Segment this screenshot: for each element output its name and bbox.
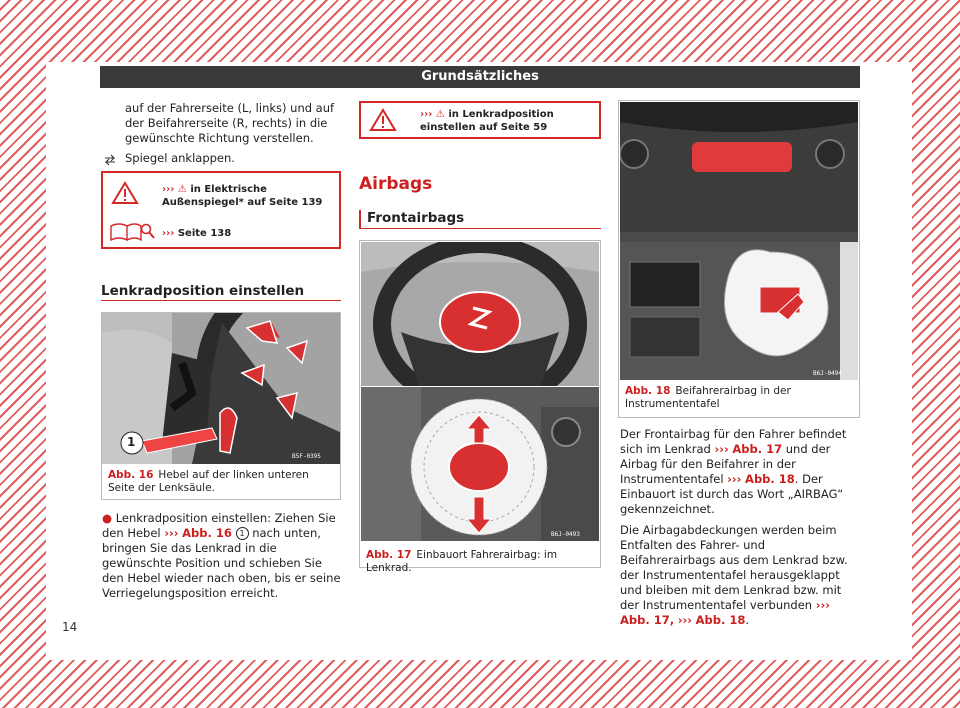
warning-box-1: [101, 171, 341, 249]
figure-18: [618, 100, 860, 418]
col3-body: [620, 427, 860, 634]
warning-triangle-icon: [369, 108, 397, 136]
warning-triangle-icon: [111, 181, 139, 209]
section-rule: [101, 300, 341, 301]
body-paragraph-1: Der Frontairbag für den Fahrer befindet sich im Lenkrad ››› Abb. 17 und der Airbag für den Beifahrer in der Instrumententafel ››› Abb. 18. Der Einbauort ist durch das Wort „AIRBAG“ gekennzeichnet.: [620, 427, 847, 516]
figure-16: [101, 312, 341, 500]
fig18-code: B6J-0494: [813, 370, 842, 377]
ref-abb16[interactable]: Abb. 16: [182, 526, 232, 540]
callout-1: 1: [127, 435, 136, 449]
subtitle-accent: [359, 210, 361, 228]
fig17-caption: Abb. 17 Einbauort Fahrerairbag: im Lenkrad.: [366, 549, 558, 574]
fig16-caption: Abb. 16 Hebel auf der linken unteren Seite der Lenksäule.: [108, 469, 309, 494]
col1-body: ● Lenkradposition einstellen: Ziehen Sie den Hebel ››› Abb. 16 1 nach unten, bringen Sie das Lenkrad in die gewünschte Position und schieben Sie den Hebel wieder nach oben, bis er seine Verriegelungsposition erreicht.: [102, 511, 341, 600]
section-title-lenkrad: Lenkradposition einstellen: [101, 283, 305, 299]
airbag-diagram-image: [361, 387, 599, 541]
book-ref[interactable]: ››› Seite 138: [162, 228, 232, 239]
warning-ref-2[interactable]: ››› ⚠ in Lenkradposition einstellen auf Seite 59: [420, 109, 554, 133]
steering-lever-image: [102, 313, 340, 464]
step-arrow-icon: [103, 151, 117, 170]
subtitle-rule: [359, 228, 601, 229]
airbags-title: Airbags: [359, 174, 433, 194]
page-header: Grundsätzliches: [100, 66, 860, 88]
ref-abb17[interactable]: Abb. 17: [732, 442, 783, 456]
page-number: 14: [62, 620, 78, 634]
warning-box-2: [359, 101, 601, 139]
ref-abb18-b[interactable]: Abb. 18: [695, 613, 746, 627]
intro-text: auf der Fahrerseite (L, links) und auf der Beifahrerseite (R, rechts) in die gewünschte Richtung verstellen.: [125, 101, 335, 145]
steering-wheel-image: [361, 242, 599, 386]
warning-ref-1[interactable]: ››› ⚠ in Elektrische Außenspiegel* auf Seite 139: [162, 184, 323, 208]
ref-abb18[interactable]: Abb. 18: [745, 472, 795, 486]
fig18-caption: Abb. 18 Beifahrerairbag in der Instrumententafel: [625, 385, 791, 410]
col1-intro: [125, 101, 343, 146]
figure-17: [359, 240, 601, 574]
step-text: Spiegel anklappen.: [125, 151, 235, 165]
ref-abb17-b[interactable]: Abb. 17: [620, 613, 670, 627]
book-icon: [109, 220, 155, 246]
fig17-code: B6J-0493: [551, 531, 580, 538]
fig16-code: B5F-0395: [292, 453, 321, 460]
body-paragraph-2: Die Airbagabdeckungen werden beim Entfalten des Fahrer- und Beifahrerairbags aus dem Lenkrad bzw. der Instrumententafel herausgeklappt und bleiben mit dem Lenkrad bzw. mit der Instrumententafel verbunden ››› Abb. 17, ››› Abb. 18.: [620, 523, 848, 627]
passenger-airbag-image: [620, 102, 858, 380]
frontairbags-subtitle: Frontairbags: [367, 210, 465, 226]
